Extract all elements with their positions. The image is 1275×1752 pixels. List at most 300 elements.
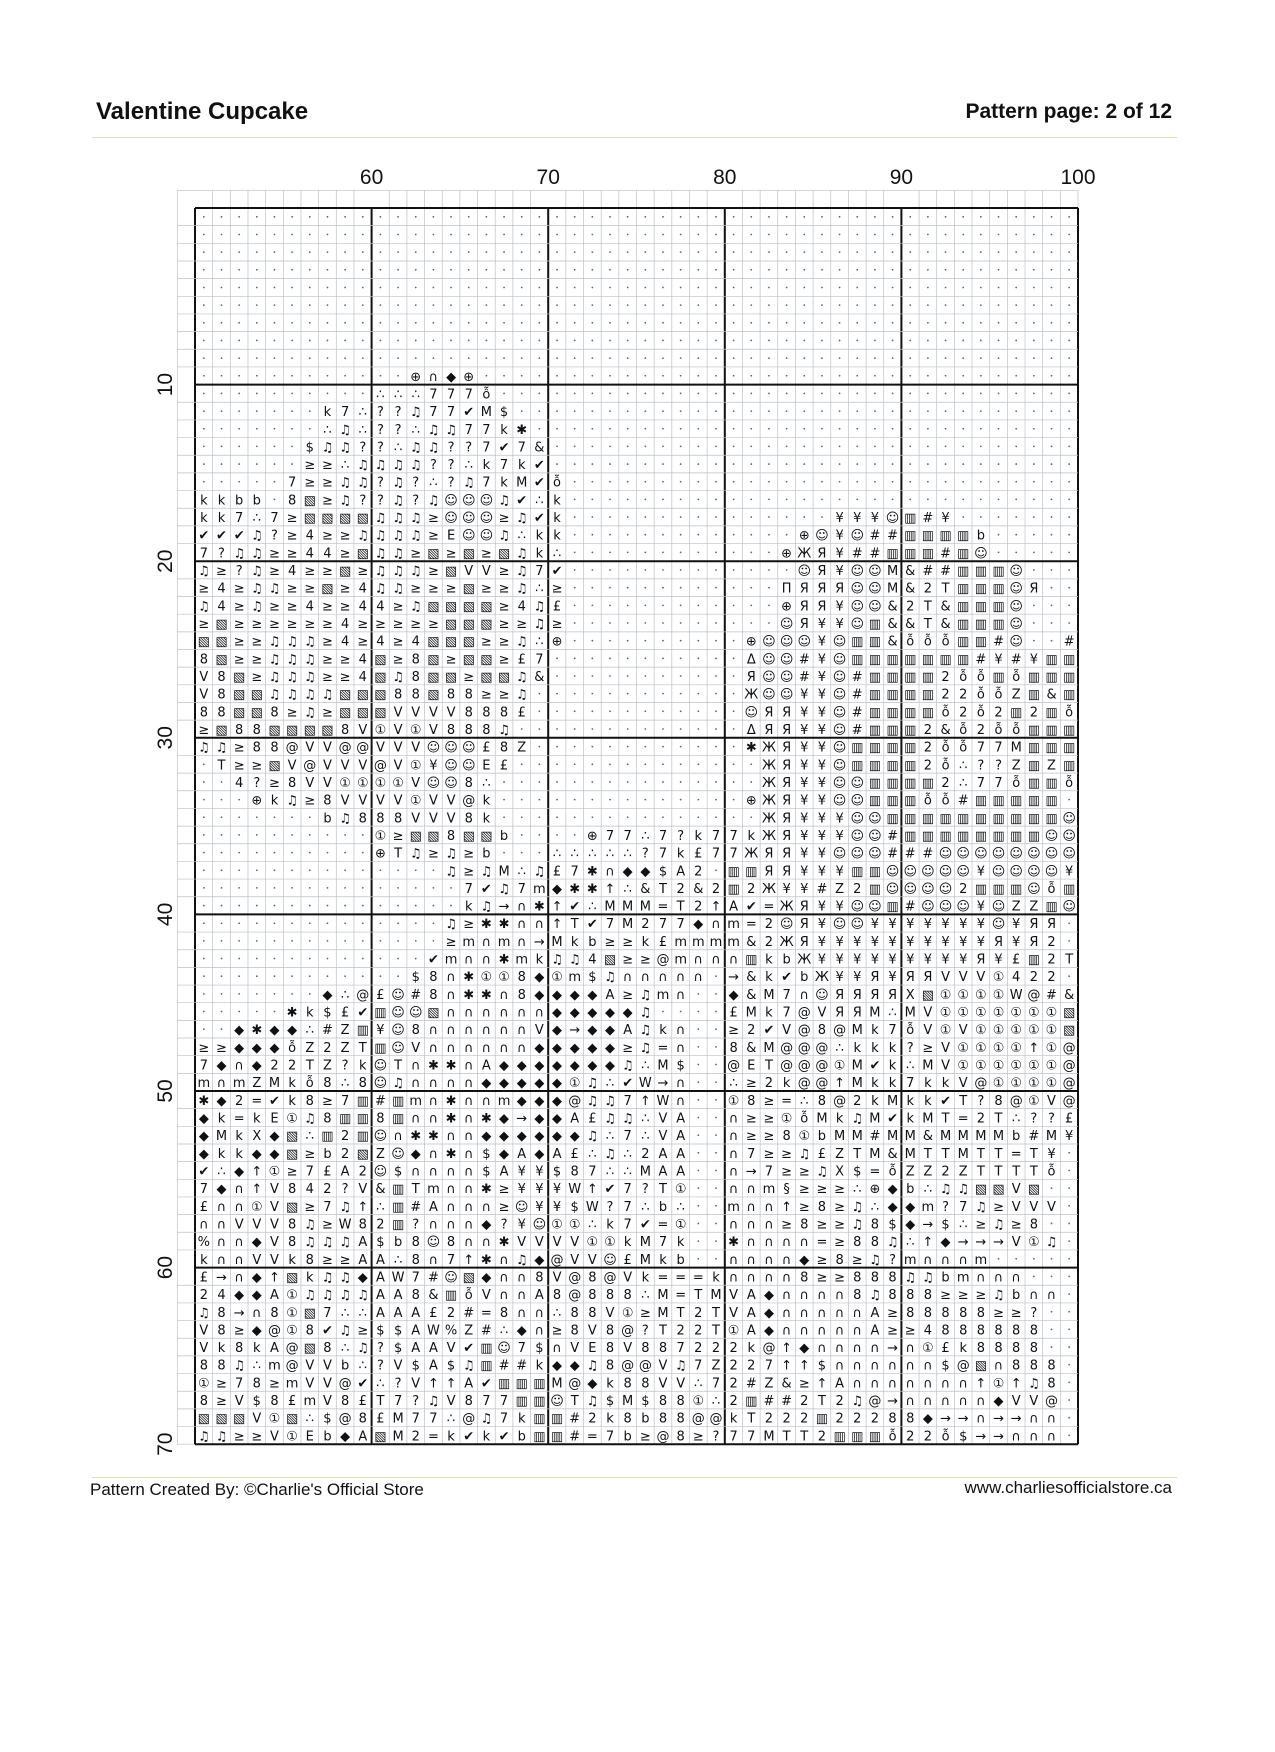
empty-cell-dot <box>1033 410 1035 412</box>
stitch-symbol: k <box>782 1076 791 1092</box>
stitch-symbol: ▥ <box>886 546 899 562</box>
empty-cell-dot <box>627 234 629 236</box>
stitch-symbol: ∩ <box>781 1270 792 1286</box>
stitch-symbol: k <box>482 1429 491 1445</box>
stitch-symbol: Я <box>976 952 986 968</box>
stitch-symbol: V <box>817 1005 827 1021</box>
stitch-symbol: ☺ <box>991 899 1006 915</box>
stitch-symbol: ↑ <box>639 1093 651 1109</box>
stitch-symbol: 7 <box>323 1199 332 1215</box>
empty-cell-dot <box>697 675 699 677</box>
stitch-symbol: V <box>570 1235 580 1251</box>
stitch-symbol: ♫ <box>674 1358 687 1374</box>
stitch-symbol: ♫ <box>586 1129 599 1145</box>
stitch-symbol: X <box>905 987 915 1003</box>
stitch-symbol: ? <box>341 1058 349 1074</box>
stitch-symbol: ① <box>586 1235 599 1251</box>
stitch-symbol: ☺ <box>1009 634 1023 650</box>
empty-cell-dot <box>468 216 470 218</box>
stitch-symbol: 2 <box>641 1146 650 1162</box>
stitch-symbol: ♫ <box>215 740 228 756</box>
empty-cell-dot <box>503 852 505 854</box>
stitch-symbol: A <box>746 1323 756 1339</box>
stitch-symbol: ¥ <box>835 528 844 544</box>
stitch-symbol: ∩ <box>746 1235 757 1251</box>
empty-cell-dot <box>1015 498 1017 500</box>
stitch-symbol: # <box>922 846 934 862</box>
stitch-symbol: ♫ <box>992 1288 1005 1304</box>
empty-cell-dot <box>574 728 576 730</box>
stitch-symbol: 8 <box>941 1323 950 1339</box>
stitch-symbol: 2 <box>747 881 756 897</box>
stitch-symbol: A <box>481 1058 491 1074</box>
stitch-symbol: @ <box>815 1058 829 1074</box>
stitch-symbol: V <box>340 793 350 809</box>
stitch-symbol: ∩ <box>675 1040 686 1056</box>
stitch-symbol: 8 <box>499 1305 509 1321</box>
stitch-symbol: ∩ <box>481 1005 492 1021</box>
stitch-symbol: £ <box>1012 952 1021 968</box>
empty-cell-dot <box>1068 251 1070 253</box>
stitch-symbol: V <box>393 758 403 774</box>
stitch-symbol: 2 <box>764 917 774 933</box>
stitch-symbol: ▧ <box>356 687 369 703</box>
stitch-symbol: ✱ <box>728 1235 740 1251</box>
stitch-symbol: ☺ <box>850 581 865 597</box>
stitch-symbol: → <box>233 1305 245 1321</box>
stitch-symbol: Я <box>782 864 792 880</box>
stitch-symbol: ¥ <box>835 617 844 633</box>
stitch-symbol: 8 <box>376 1111 385 1127</box>
stitch-symbol: V <box>534 1235 544 1251</box>
stitch-symbol: 8 <box>817 1023 827 1039</box>
empty-cell-dot <box>892 428 894 430</box>
stitch-symbol: Я <box>835 987 845 1003</box>
empty-cell-dot <box>609 251 611 253</box>
empty-cell-dot <box>609 710 611 712</box>
empty-cell-dot <box>697 393 699 395</box>
stitch-symbol: ? <box>1030 1305 1038 1321</box>
stitch-symbol: W <box>585 1199 599 1215</box>
empty-cell-dot <box>644 393 646 395</box>
stitch-symbol: → <box>516 1111 528 1127</box>
stitch-symbol: ≥ <box>498 564 510 580</box>
empty-cell-dot <box>1068 498 1070 500</box>
stitch-symbol: ♫ <box>445 864 457 880</box>
stitch-symbol: Я <box>799 934 809 950</box>
stitch-symbol: ◆ <box>234 1023 245 1039</box>
stitch-symbol: @ <box>568 1288 582 1304</box>
empty-cell-dot <box>715 551 717 553</box>
stitch-symbol: Z <box>1011 899 1021 915</box>
empty-cell-dot <box>450 905 452 907</box>
stitch-symbol: ▧ <box>444 634 458 650</box>
empty-cell-dot <box>450 357 452 359</box>
stitch-symbol: ⊕ <box>251 793 263 809</box>
empty-cell-dot <box>786 534 788 536</box>
empty-cell-dot <box>203 340 205 342</box>
stitch-symbol: T <box>659 1323 667 1339</box>
empty-cell-dot <box>998 446 1000 448</box>
stitch-symbol: ∩ <box>234 1235 244 1251</box>
stitch-symbol: ¥ <box>870 511 880 527</box>
stitch-symbol: V <box>411 740 421 756</box>
stitch-symbol: ☺ <box>903 881 918 897</box>
empty-cell-dot <box>609 410 611 412</box>
stitch-symbol: ☺ <box>373 1076 388 1092</box>
stitch-symbol: ♫ <box>869 1252 881 1268</box>
stitch-symbol: ≥ <box>233 652 245 668</box>
stitch-symbol: ✱ <box>463 970 475 986</box>
stitch-symbol: ¥ <box>817 722 827 738</box>
stitch-symbol: 8 <box>923 1305 933 1321</box>
empty-cell-dot <box>468 322 470 324</box>
empty-cell-dot <box>715 1223 717 1225</box>
empty-cell-dot <box>1051 428 1053 430</box>
empty-cell-dot <box>1068 340 1070 342</box>
stitch-symbol: T <box>800 1429 809 1445</box>
stitch-symbol: b <box>1012 1288 1021 1304</box>
stitch-symbol: ▧ <box>1063 1005 1076 1021</box>
stitch-symbol: ∩ <box>728 952 739 968</box>
stitch-symbol: k <box>482 458 491 474</box>
stitch-symbol: ▥ <box>974 793 988 809</box>
stitch-symbol: ✱ <box>198 1093 210 1109</box>
empty-cell-dot <box>715 1099 717 1101</box>
stitch-symbol: M <box>639 1235 651 1251</box>
empty-cell-dot <box>591 710 593 712</box>
empty-cell-dot <box>591 287 593 289</box>
stitch-symbol: ¥ <box>906 917 915 933</box>
empty-cell-dot <box>750 357 752 359</box>
stitch-symbol: 8 <box>199 1358 208 1374</box>
empty-cell-dot <box>627 587 629 589</box>
empty-cell-dot <box>274 304 276 306</box>
empty-cell-dot <box>892 269 894 271</box>
empty-cell-dot <box>662 269 664 271</box>
empty-cell-dot <box>998 393 1000 395</box>
stitch-symbol: 2 <box>923 740 933 756</box>
empty-cell-dot <box>203 940 205 942</box>
empty-cell-dot <box>821 304 823 306</box>
empty-cell-dot <box>627 269 629 271</box>
empty-cell-dot <box>680 269 682 271</box>
stitch-symbol: ▥ <box>957 528 970 544</box>
stitch-symbol: ▧ <box>285 1199 299 1215</box>
empty-cell-dot <box>909 216 911 218</box>
stitch-symbol: ≥ <box>410 617 422 633</box>
stitch-symbol: ♫ <box>392 564 404 580</box>
stitch-symbol: @ <box>1045 1394 1059 1410</box>
stitch-symbol: b <box>782 952 791 968</box>
stitch-symbol: ▧ <box>1063 1023 1076 1039</box>
stitch-symbol: k <box>517 1411 526 1427</box>
stitch-symbol: ≥ <box>269 599 280 615</box>
stitch-symbol: T <box>1029 1146 1038 1162</box>
stitch-symbol: & <box>640 881 651 897</box>
stitch-symbol: k <box>288 1252 296 1268</box>
stitch-symbol: m <box>533 881 546 897</box>
empty-cell-dot <box>591 357 593 359</box>
stitch-symbol: ☺ <box>991 917 1006 933</box>
stitch-symbol: 8 <box>605 1323 615 1339</box>
empty-cell-dot <box>609 657 611 659</box>
stitch-symbol: ≥ <box>622 987 634 1003</box>
empty-cell-dot <box>750 216 752 218</box>
stitch-symbol: 8 <box>376 811 385 827</box>
empty-cell-dot <box>1051 269 1053 271</box>
empty-cell-dot <box>680 375 682 377</box>
stitch-symbol: 7 <box>340 1093 350 1109</box>
stitch-symbol: ≥ <box>816 1182 828 1198</box>
stitch-symbol: ∴ <box>605 846 615 862</box>
empty-cell-dot <box>380 251 382 253</box>
stitch-symbol: ▧ <box>321 722 334 738</box>
stitch-symbol: 2 <box>959 881 968 897</box>
stitch-symbol: 2 <box>747 1358 756 1374</box>
stitch-symbol: ① <box>833 1058 846 1074</box>
stitch-symbol: V <box>375 793 385 809</box>
empty-cell-dot <box>556 357 558 359</box>
stitch-symbol: ♫ <box>445 422 457 438</box>
stitch-symbol: ỗ <box>959 740 968 756</box>
stitch-symbol: ♫ <box>356 528 369 544</box>
empty-cell-dot <box>238 887 240 889</box>
stitch-symbol: ≥ <box>798 1376 810 1392</box>
empty-cell-dot <box>1033 604 1035 606</box>
row-number-label: 60 <box>154 1255 177 1280</box>
empty-cell-dot <box>238 799 240 801</box>
empty-cell-dot <box>309 869 311 871</box>
stitch-symbol: ≥ <box>198 722 210 738</box>
stitch-symbol: = <box>657 1217 669 1233</box>
stitch-symbol: ∴ <box>376 1199 385 1215</box>
stitch-symbol: ▥ <box>904 669 917 685</box>
stitch-symbol: # <box>904 846 916 862</box>
stitch-symbol: ① <box>1028 1023 1040 1039</box>
empty-cell-dot <box>309 834 311 836</box>
stitch-symbol: ☺ <box>762 634 776 650</box>
empty-cell-dot <box>644 516 646 518</box>
stitch-symbol: 8 <box>623 1376 632 1392</box>
stitch-symbol: ∩ <box>463 1182 474 1198</box>
stitch-symbol: ≥ <box>639 952 651 968</box>
empty-cell-dot <box>1051 234 1053 236</box>
empty-cell-dot <box>786 269 788 271</box>
stitch-symbol: Z <box>711 1358 721 1374</box>
stitch-symbol: A <box>605 987 615 1003</box>
stitch-symbol: 8 <box>358 1217 367 1233</box>
stitch-symbol: ∩ <box>728 1217 739 1233</box>
empty-cell-dot <box>397 887 399 889</box>
empty-cell-dot <box>768 340 770 342</box>
stitch-symbol: k <box>676 1235 685 1251</box>
stitch-symbol: ≥ <box>392 599 404 615</box>
stitch-symbol: Я <box>870 987 880 1003</box>
stitch-symbol: ∴ <box>411 387 420 403</box>
stitch-symbol: ▥ <box>815 1411 829 1427</box>
stitch-symbol: V <box>1047 1199 1056 1215</box>
stitch-symbol: ▧ <box>338 511 352 527</box>
stitch-symbol: 8 <box>976 1323 986 1339</box>
stitch-symbol: V <box>587 1323 597 1339</box>
empty-cell-dot <box>238 905 240 907</box>
stitch-symbol: ∴ <box>588 1217 597 1233</box>
stitch-symbol: ∴ <box>923 1182 933 1198</box>
empty-cell-dot <box>715 269 717 271</box>
empty-cell-dot <box>980 322 982 324</box>
empty-cell-dot <box>627 463 629 465</box>
empty-cell-dot <box>503 816 505 818</box>
stitch-symbol: 8 <box>393 687 403 703</box>
stitch-symbol: V <box>1029 1199 1039 1215</box>
stitch-symbol: ỗ <box>1012 669 1021 685</box>
stitch-symbol: @ <box>462 1411 476 1427</box>
stitch-symbol: @ <box>638 1358 652 1374</box>
empty-cell-dot <box>768 269 770 271</box>
stitch-symbol: ☺ <box>850 775 865 791</box>
stitch-symbol: ∩ <box>728 1111 739 1127</box>
stitch-symbol: @ <box>338 1411 352 1427</box>
stitch-symbol: ☺ <box>832 669 847 685</box>
stitch-symbol: A <box>676 864 686 880</box>
empty-cell-dot <box>1033 1258 1035 1260</box>
empty-cell-dot <box>750 516 752 518</box>
stitch-symbol: ∩ <box>446 1217 456 1233</box>
empty-cell-dot <box>574 604 576 606</box>
stitch-symbol: 7 <box>305 1164 314 1180</box>
stitch-symbol: ▥ <box>550 1411 564 1427</box>
stitch-symbol: @ <box>356 740 370 756</box>
empty-cell-dot <box>662 763 664 765</box>
empty-cell-dot <box>415 287 417 289</box>
empty-cell-dot <box>574 693 576 695</box>
stitch-symbol: $ <box>888 1217 897 1233</box>
empty-cell-dot <box>1051 357 1053 359</box>
stitch-symbol: A <box>270 1341 279 1357</box>
stitch-symbol: 7 <box>782 987 791 1003</box>
stitch-symbol: 2 <box>747 1023 756 1039</box>
empty-cell-dot <box>221 234 223 236</box>
empty-cell-dot <box>768 287 770 289</box>
stitch-symbol: ↑ <box>798 1358 810 1374</box>
empty-cell-dot <box>503 375 505 377</box>
empty-cell-dot <box>238 234 240 236</box>
stitch-symbol: ▥ <box>1027 952 1040 968</box>
stitch-symbol: ≥ <box>216 1394 227 1410</box>
empty-cell-dot <box>380 216 382 218</box>
stitch-symbol: # <box>1028 1129 1040 1145</box>
stitch-symbol: 8 <box>1029 1358 1038 1374</box>
empty-cell-dot <box>1068 1329 1070 1331</box>
empty-cell-dot <box>609 763 611 765</box>
empty-cell-dot <box>1068 922 1070 924</box>
stitch-symbol: ≥ <box>993 1305 1004 1321</box>
stitch-symbol: ▥ <box>957 564 970 580</box>
empty-cell-dot <box>203 1011 205 1013</box>
stitch-symbol: 8 <box>658 1341 668 1357</box>
empty-cell-dot <box>856 304 858 306</box>
stitch-symbol: V <box>570 1341 580 1357</box>
stitch-symbol: ∩ <box>446 1023 456 1039</box>
stitch-symbol: ▧ <box>250 687 263 703</box>
stitch-symbol: & <box>375 1182 386 1198</box>
empty-cell-dot <box>892 287 894 289</box>
empty-cell-dot <box>1068 516 1070 518</box>
empty-cell-dot <box>892 251 894 253</box>
stitch-symbol: ✔ <box>622 1076 634 1092</box>
stitch-symbol: ◆ <box>534 1076 545 1092</box>
empty-cell-dot <box>768 446 770 448</box>
stitch-symbol: = <box>233 1111 245 1127</box>
stitch-symbol: T <box>570 917 579 933</box>
stitch-symbol: ∩ <box>976 1270 986 1286</box>
stitch-symbol: k <box>871 1093 879 1109</box>
empty-cell-dot <box>892 393 894 395</box>
stitch-symbol: ∩ <box>958 1252 968 1268</box>
stitch-symbol: ▥ <box>356 1093 369 1109</box>
stitch-symbol: ① <box>1010 1005 1023 1021</box>
stitch-symbol: A <box>464 1376 474 1392</box>
stitch-symbol: 7 <box>535 652 544 668</box>
stitch-symbol: ⊕ <box>745 793 757 809</box>
stitch-symbol: V <box>358 722 368 738</box>
stitch-symbol: 8 <box>658 1394 668 1410</box>
stitch-symbol: ∩ <box>940 1376 951 1392</box>
empty-cell-dot <box>362 922 364 924</box>
empty-cell-dot <box>1068 1417 1070 1419</box>
empty-cell-dot <box>238 834 240 836</box>
empty-cell-dot <box>962 251 964 253</box>
stitch-symbol: V <box>411 811 421 827</box>
stitch-symbol: M <box>639 1252 651 1268</box>
empty-cell-dot <box>362 375 364 377</box>
empty-cell-dot <box>362 287 364 289</box>
empty-cell-dot <box>750 410 752 412</box>
empty-cell-dot <box>203 322 205 324</box>
stitch-symbol: 2 <box>941 1164 950 1180</box>
empty-cell-dot <box>344 251 346 253</box>
stitch-symbol: ▥ <box>868 617 882 633</box>
stitch-symbol: ☺ <box>850 899 865 915</box>
empty-cell-dot <box>856 375 858 377</box>
stitch-symbol: ✔ <box>887 1111 899 1127</box>
stitch-symbol: ¥ <box>800 846 809 862</box>
empty-cell-dot <box>574 446 576 448</box>
stitch-symbol: ♫ <box>392 493 404 509</box>
stitch-symbol: k <box>747 1341 756 1357</box>
empty-cell-dot <box>962 234 964 236</box>
stitch-symbol: ▥ <box>1027 811 1040 827</box>
stitch-symbol: ① <box>992 1376 1005 1392</box>
stitch-symbol: ▧ <box>427 828 440 844</box>
empty-cell-dot <box>715 481 717 483</box>
stitch-symbol: ▥ <box>868 634 882 650</box>
stitch-symbol: ¥ <box>888 917 897 933</box>
empty-cell-dot <box>291 958 293 960</box>
empty-cell-dot <box>203 922 205 924</box>
empty-cell-dot <box>450 269 452 271</box>
empty-cell-dot <box>380 304 382 306</box>
stitch-symbol: ▥ <box>904 758 917 774</box>
stitch-symbol: ☺ <box>850 793 865 809</box>
stitch-symbol: 8 <box>323 1341 332 1357</box>
empty-cell-dot <box>468 251 470 253</box>
stitch-symbol: k <box>871 1040 879 1056</box>
empty-cell-dot <box>291 869 293 871</box>
empty-cell-dot <box>309 375 311 377</box>
stitch-symbol: ☺ <box>832 846 847 862</box>
